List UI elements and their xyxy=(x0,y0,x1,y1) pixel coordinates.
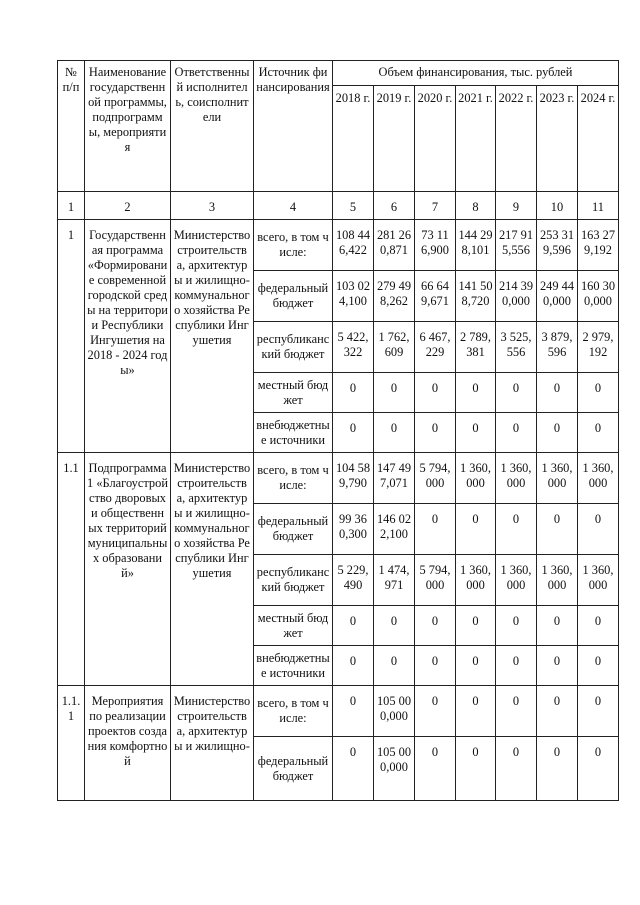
funding-value: 0 xyxy=(537,373,578,413)
funding-value: 1 360,000 xyxy=(456,453,496,504)
column-number: 3 xyxy=(171,192,254,220)
funding-value: 249 440,000 xyxy=(537,271,578,322)
funding-value: 0 xyxy=(578,504,619,555)
funding-value: 0 xyxy=(415,413,456,453)
funding-value: 104 589,790 xyxy=(333,453,374,504)
funding-value: 73 116,900 xyxy=(415,220,456,271)
funding-value: 0 xyxy=(578,373,619,413)
funding-source: всего, в том числе: xyxy=(254,686,333,737)
financing-table xyxy=(57,60,619,801)
funding-value: 0 xyxy=(333,646,374,686)
funding-value: 0 xyxy=(456,413,496,453)
column-number: 9 xyxy=(496,192,537,220)
funding-value: 0 xyxy=(456,646,496,686)
funding-value: 160 300,000 xyxy=(578,271,619,322)
funding-value: 0 xyxy=(496,737,537,801)
funding-value: 0 xyxy=(374,373,415,413)
section-number: 1.1.1 xyxy=(58,686,85,801)
funding-source: внебюджетные источники xyxy=(254,646,333,686)
funding-value: 0 xyxy=(537,413,578,453)
executor-name: Министерство строительства, архитектуры и жилищно-коммунального хозяйства Республики Ингушетия xyxy=(171,220,254,453)
funding-value: 1 360,000 xyxy=(578,453,619,504)
funding-value: 0 xyxy=(537,646,578,686)
funding-value: 0 xyxy=(496,504,537,555)
funding-value: 3 879,596 xyxy=(537,322,578,373)
funding-value: 0 xyxy=(333,737,374,801)
funding-value: 0 xyxy=(537,504,578,555)
executor-name: Министерство строительства, архитектуры и жилищно-коммунального хозяйства Республики Ингушетия xyxy=(171,453,254,686)
funding-value: 0 xyxy=(415,646,456,686)
funding-value: 217 915,556 xyxy=(496,220,537,271)
funding-value: 105 000,000 xyxy=(374,686,415,737)
funding-value: 0 xyxy=(333,686,374,737)
header-year: 2021 г. xyxy=(456,86,496,192)
funding-value: 0 xyxy=(415,686,456,737)
funding-value: 1 474,971 xyxy=(374,555,415,606)
funding-value: 5 794,000 xyxy=(415,453,456,504)
header-year: 2020 г. xyxy=(415,86,456,192)
header-program: Наименование государственной программы, подпрограммы, мероприятия xyxy=(85,61,171,192)
funding-value: 103 024,100 xyxy=(333,271,374,322)
header-year: 2024 г. xyxy=(578,86,619,192)
funding-value: 0 xyxy=(374,606,415,646)
funding-value: 0 xyxy=(415,504,456,555)
funding-value: 147 497,071 xyxy=(374,453,415,504)
funding-value: 0 xyxy=(333,373,374,413)
funding-value: 279 498,262 xyxy=(374,271,415,322)
column-number: 8 xyxy=(456,192,496,220)
funding-value: 0 xyxy=(374,413,415,453)
funding-value: 0 xyxy=(496,646,537,686)
funding-value: 0 xyxy=(496,413,537,453)
funding-value: 3 525,556 xyxy=(496,322,537,373)
funding-value: 1 360,000 xyxy=(537,453,578,504)
funding-value: 0 xyxy=(496,686,537,737)
funding-value: 99 360,300 xyxy=(333,504,374,555)
table-body xyxy=(58,61,619,801)
funding-value: 163 279,192 xyxy=(578,220,619,271)
header-source: Источник финансирования xyxy=(254,61,333,192)
funding-value: 0 xyxy=(456,373,496,413)
funding-value: 214 390,000 xyxy=(496,271,537,322)
funding-value: 5 794,000 xyxy=(415,555,456,606)
section-number: 1 xyxy=(58,220,85,453)
funding-source: местный бюджет xyxy=(254,606,333,646)
funding-value: 2 979,192 xyxy=(578,322,619,373)
funding-value: 0 xyxy=(456,737,496,801)
funding-value: 1 360,000 xyxy=(578,555,619,606)
column-number: 11 xyxy=(578,192,619,220)
funding-value: 0 xyxy=(578,646,619,686)
column-number: 2 xyxy=(85,192,171,220)
funding-value: 146 022,100 xyxy=(374,504,415,555)
funding-value: 0 xyxy=(415,737,456,801)
funding-value: 0 xyxy=(333,413,374,453)
table-row xyxy=(58,686,619,737)
funding-value: 141 508,720 xyxy=(456,271,496,322)
column-number: 1 xyxy=(58,192,85,220)
funding-value: 1 360,000 xyxy=(537,555,578,606)
funding-value: 5 229,490 xyxy=(333,555,374,606)
column-number: 6 xyxy=(374,192,415,220)
header-year: 2019 г. xyxy=(374,86,415,192)
funding-value: 1 762,609 xyxy=(374,322,415,373)
funding-value: 6 467,229 xyxy=(415,322,456,373)
header-num: № п/п xyxy=(58,61,85,192)
table-row xyxy=(58,220,619,271)
funding-source: федеральный бюджет xyxy=(254,504,333,555)
funding-value: 0 xyxy=(415,606,456,646)
funding-value: 5 422,322 xyxy=(333,322,374,373)
program-name: Подпрограмма 1 «Благоустройство дворовых и общественных территорий муниципальных образований» xyxy=(85,453,171,686)
funding-value: 253 319,596 xyxy=(537,220,578,271)
funding-value: 0 xyxy=(415,373,456,413)
section-number: 1.1 xyxy=(58,453,85,686)
column-number: 5 xyxy=(333,192,374,220)
funding-source: республиканский бюджет xyxy=(254,322,333,373)
funding-value: 0 xyxy=(456,686,496,737)
column-number: 4 xyxy=(254,192,333,220)
funding-value: 1 360,000 xyxy=(496,555,537,606)
funding-source: местный бюджет xyxy=(254,373,333,413)
funding-value: 1 360,000 xyxy=(456,555,496,606)
header-year: 2023 г. xyxy=(537,86,578,192)
funding-value: 0 xyxy=(456,504,496,555)
funding-source: всего, в том числе: xyxy=(254,453,333,504)
header-volume: Объем финансирования, тыс. рублей xyxy=(333,61,619,86)
funding-value: 0 xyxy=(537,686,578,737)
funding-value: 281 260,871 xyxy=(374,220,415,271)
funding-value: 0 xyxy=(578,606,619,646)
funding-source: федеральный бюджет xyxy=(254,271,333,322)
header-year: 2022 г. xyxy=(496,86,537,192)
table-row xyxy=(58,453,619,504)
column-number-row xyxy=(58,192,619,220)
header-row xyxy=(58,61,619,86)
header-executor: Ответственный исполнитель, соисполнители xyxy=(171,61,254,192)
funding-value: 144 298,101 xyxy=(456,220,496,271)
funding-value: 0 xyxy=(456,606,496,646)
funding-value: 0 xyxy=(537,606,578,646)
column-number: 7 xyxy=(415,192,456,220)
program-name: Мероприятия по реализации проектов создания комфортной xyxy=(85,686,171,801)
header-year: 2018 г. xyxy=(333,86,374,192)
funding-value: 108 446,422 xyxy=(333,220,374,271)
funding-value: 105 000,000 xyxy=(374,737,415,801)
funding-value: 0 xyxy=(374,646,415,686)
funding-source: республиканский бюджет xyxy=(254,555,333,606)
funding-value: 0 xyxy=(333,606,374,646)
funding-value: 2 789,381 xyxy=(456,322,496,373)
funding-value: 0 xyxy=(496,373,537,413)
funding-value: 1 360,000 xyxy=(496,453,537,504)
program-name: Государственная программа «Формирование современной городской среды на территории Республики Ингушетия на 2018 - 2024 годы» xyxy=(85,220,171,453)
funding-value: 0 xyxy=(578,413,619,453)
funding-source: федеральный бюджет xyxy=(254,737,333,801)
funding-value: 0 xyxy=(578,686,619,737)
funding-value: 0 xyxy=(496,606,537,646)
funding-value: 0 xyxy=(578,737,619,801)
funding-value: 66 649,671 xyxy=(415,271,456,322)
funding-source: всего, в том числе: xyxy=(254,220,333,271)
column-number: 10 xyxy=(537,192,578,220)
funding-value: 0 xyxy=(537,737,578,801)
executor-name: Министерство строительства, архитектуры и жилищно- xyxy=(171,686,254,801)
funding-source: внебюджетные источники xyxy=(254,413,333,453)
